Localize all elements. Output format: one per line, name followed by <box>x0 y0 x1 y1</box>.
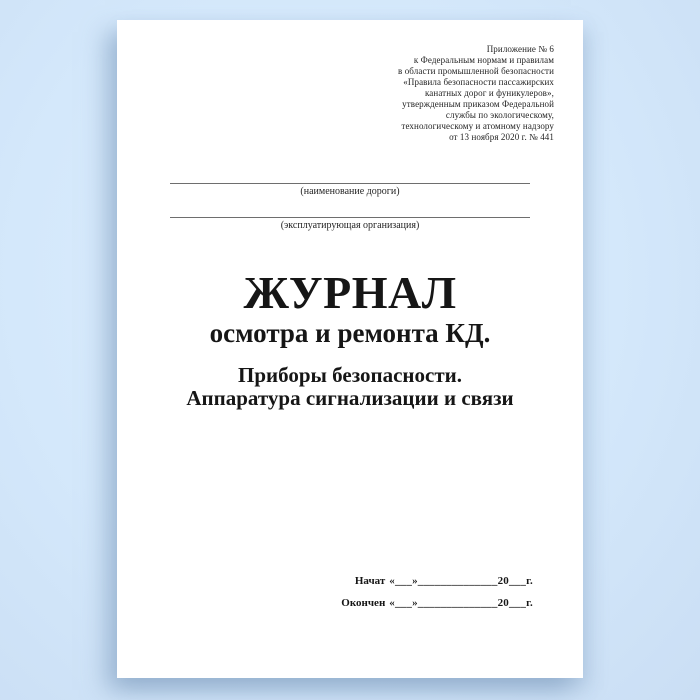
annex-reference-block <box>398 44 554 143</box>
operating-organization-blank-line <box>170 203 530 218</box>
road-name-blank-line <box>170 169 530 184</box>
annex-line: Приложение № 6 <box>486 44 554 54</box>
started-date-row <box>335 575 533 587</box>
annex-line: технологическому и атомному надзору <box>401 121 554 131</box>
operating-organization-caption: (эксплуатирующая организация) <box>280 220 420 231</box>
date-fields-block <box>335 575 533 619</box>
journal-title: ЖУРНАЛ <box>243 267 457 318</box>
finished-blank: «___»______________20___г. <box>389 597 533 609</box>
road-name-field <box>170 169 530 197</box>
finished-label: Окончен <box>341 597 386 609</box>
annex-line: утвержденным приказом Федеральной <box>402 99 554 109</box>
started-blank: «___»______________20___г. <box>389 575 533 587</box>
annex-line: от 13 ноября 2020 г. № 441 <box>449 132 554 142</box>
journal-subtitle: осмотра и ремонта КД. <box>209 318 491 348</box>
journal-section-block <box>117 364 583 410</box>
operating-organization-field <box>170 203 530 231</box>
annex-line: в области промышленной безопасности <box>398 66 554 76</box>
started-label: Начат <box>354 575 386 587</box>
road-name-caption: (наименование дороги) <box>300 186 400 197</box>
section-line: Приборы безопасности. <box>237 363 463 387</box>
annex-line: «Правила безопасности пассажирских <box>403 77 554 87</box>
finished-date-row <box>335 597 533 609</box>
annex-line: службы по экологическому, <box>445 110 554 120</box>
title-block <box>117 267 583 348</box>
section-line: Аппаратура сигнализации и связи <box>186 386 514 410</box>
journal-cover-page <box>117 20 583 678</box>
annex-line: канатных дорог и фуникулеров», <box>424 88 554 98</box>
annex-line: к Федеральным нормам и правилам <box>413 55 554 65</box>
